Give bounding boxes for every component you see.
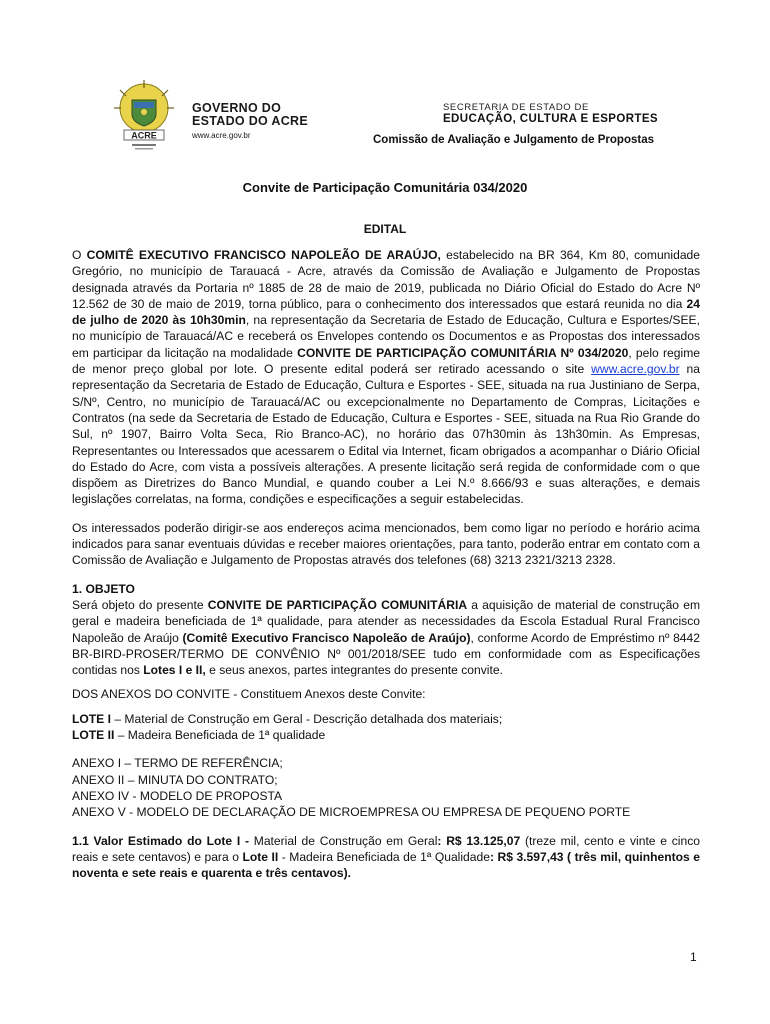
lote1-value: : R$ 13.125,07 (437, 833, 521, 848)
document-title: Convite de Participação Comunitária 034/2020 (242, 180, 528, 195)
document-subtitle: EDITAL (363, 222, 407, 236)
committee-name: COMITÊ EXECUTIVO FRANCISCO NAPOLEÃO DE ARAÚJO, (86, 248, 441, 262)
objeto-paragraph (72, 597, 700, 678)
anexo-list-item: ANEXO IV - MODELO DE PROPOSTA (72, 788, 283, 803)
intro-paragraph (72, 247, 700, 508)
anexos-intro: DOS ANEXOS DO CONVITE - Constituem Anexos deste Convite: (72, 687, 426, 702)
text-run: estabelecido na BR 364, Km 80, comunidade Gregório, no município de Tarauacá - Acre, através da Comissão de Avaliação e Julgamento de Propostas designada através da Portaria nº 1885 de 28 de maio de 2019, publicada no Diário Oficial do Estado do Acre Nº 12.562 de 30 de maio de 2019, torna público, para o conhecimento dos interessados que estará reunida no dia (72, 248, 701, 311)
anexo-list-item: ANEXO V - MODELO DE DECLARAÇÃO DE MICROEMPRESA OU EMPRESA DE PEQUENO PORTE (72, 805, 631, 820)
text-run: a aquisição de material de construção em geral e madeira beneficiada de 1ª qualidade, para atender as necessidades da Escola Estadual Rural Francisco Napoleão de Araújo (72, 597, 701, 645)
text-run: Será objeto do presente (72, 597, 208, 612)
secretaria-name (443, 102, 658, 125)
secretaria-line-2: EDUCAÇÃO, CULTURA E ESPORTES (442, 113, 658, 125)
text-run: O (72, 248, 87, 262)
objeto-heading (72, 581, 700, 597)
government-name (192, 102, 308, 142)
valor-estimado-paragraph (72, 833, 700, 882)
commission-name: Comissão de Avaliação e Julgamento de Propostas (373, 134, 654, 146)
lote-text: – Madeira Beneficiada de 1ª qualidade (114, 728, 326, 743)
gov-line-2: ESTADO DO ACRE (192, 114, 309, 128)
bold-run: Lote II (242, 849, 279, 864)
lote-label: LOTE II (72, 728, 115, 743)
lote-list-item (72, 727, 700, 743)
bold-run: CONVITE DE PARTICIPAÇÃO COMUNITÁRIA (207, 597, 468, 612)
document-body (72, 247, 700, 881)
bold-run: (Comitê Executivo Francisco Napoleão de Araújo) (182, 630, 471, 645)
text-run: e seus anexos, partes integrantes do presente convite. (205, 663, 503, 678)
text-run: , conforme Acordo de Empréstimo nº 8442 BR-BIRD-PROSER/TERMO DE CONVÊNIO Nº 001/2018/SEE tudo em conformidade com as Especificações contidas nos (72, 630, 700, 678)
anexo-list-item: ANEXO II – MINUTA DO CONTRATO; (72, 772, 278, 787)
bold-run: Lotes I e II, (143, 663, 206, 678)
text-run: - Madeira Beneficiada de 1ª Qualidade (278, 849, 490, 864)
meeting-date: 24 de julho de 2020 às 10h30min (72, 296, 700, 328)
lote-list-item (72, 711, 700, 727)
lote-text: – Material de Construção em Geral - Descrição detalhada dos materiais; (110, 711, 503, 726)
page-number: 1 (690, 950, 697, 964)
text-run: , na representação da Secretaria de Estado de Educação, Cultura e Esportes/SEE, no município de Tarauacá/AC e receberá os Envelopes contendo os Documentos e as Propostas dos interessados em participar da licitação na modalidade (72, 313, 700, 360)
text-run: na representação da Secretaria de Estado de Educação, Cultura e Esportes - SEE, situada na rua Justiniano de Serpa, S/Nº, Centro, no município de Tarauacá/AC ou excepcionalmente no Departamento de Compras, Licitações e Contratos (na sede da Secretaria de Estado de Educação, Cultura e Esportes - SEE, situada na Rua Rio Grande do Sul, nº 1907, Bairro Volta Seca, Rio Branco-AC), no horário das 07h30min às 13h30min. As Empresas, Representantes ou Interessados que acessarem o Edital via Internet, ficam obrigados a acompanhar o Diário Oficial do Estado do Acre, com vista a possíveis alterações. A presente licitação será regida de conformidade com o que dispõem as Diretrizes do Banco Mundial, e quando couber a Lei N.º 8.666/93 e suas alterações, e demais legislações correlatas, na forma, condições e especificações a seguir estabelecidas. (72, 362, 701, 507)
crest-label: ACRE (131, 130, 157, 141)
acre-website-link[interactable]: www.acre.gov.br (591, 362, 680, 377)
gov-line-1: GOVERNO DO (192, 101, 282, 115)
text-run: (treze mil, cento e vinte e cinco reais e sete centavos) e para o (72, 833, 700, 864)
text-run: , pelo regime de menor preço global por lote. O presente edital poderá ser retirado acessando o site (72, 345, 700, 377)
lote2-value: : R$ 3.597,43 ( três mil, quinhentos e noventa e sete reais e quarenta e três centavos). (72, 849, 700, 881)
contact-paragraph: Os interessados poderão dirigir-se aos endereços acima mencionados, bem como ligar no período e horário acima indicados para sanar eventuais dúvidas e receber maiores orientações, para tanto, poderão entrar em contato com a Comissão de Avaliação e Julgamento de Propostas através dos telefones (68) 3213 2321/3213 2328. (72, 520, 700, 568)
anexo-list-item: ANEXO I – TERMO DE REFERÊNCIA; (72, 756, 283, 771)
acre-coat-of-arms-icon (108, 78, 180, 156)
secretaria-line-1: SECRETARIA DE ESTADO DE (442, 102, 589, 113)
section-heading: 1. OBJETO (72, 581, 135, 596)
bold-run: 1.1 Valor Estimado do Lote I - (72, 833, 249, 848)
letterhead (108, 78, 668, 158)
lote-label: LOTE I (72, 711, 111, 726)
text-run: Material de Construção em Geral (249, 833, 438, 848)
gov-website: www.acre.gov.br (192, 131, 251, 140)
convite-number: CONVITE DE PARTICIPAÇÃO COMUNITÁRIA Nº 034/2020 (297, 345, 629, 360)
